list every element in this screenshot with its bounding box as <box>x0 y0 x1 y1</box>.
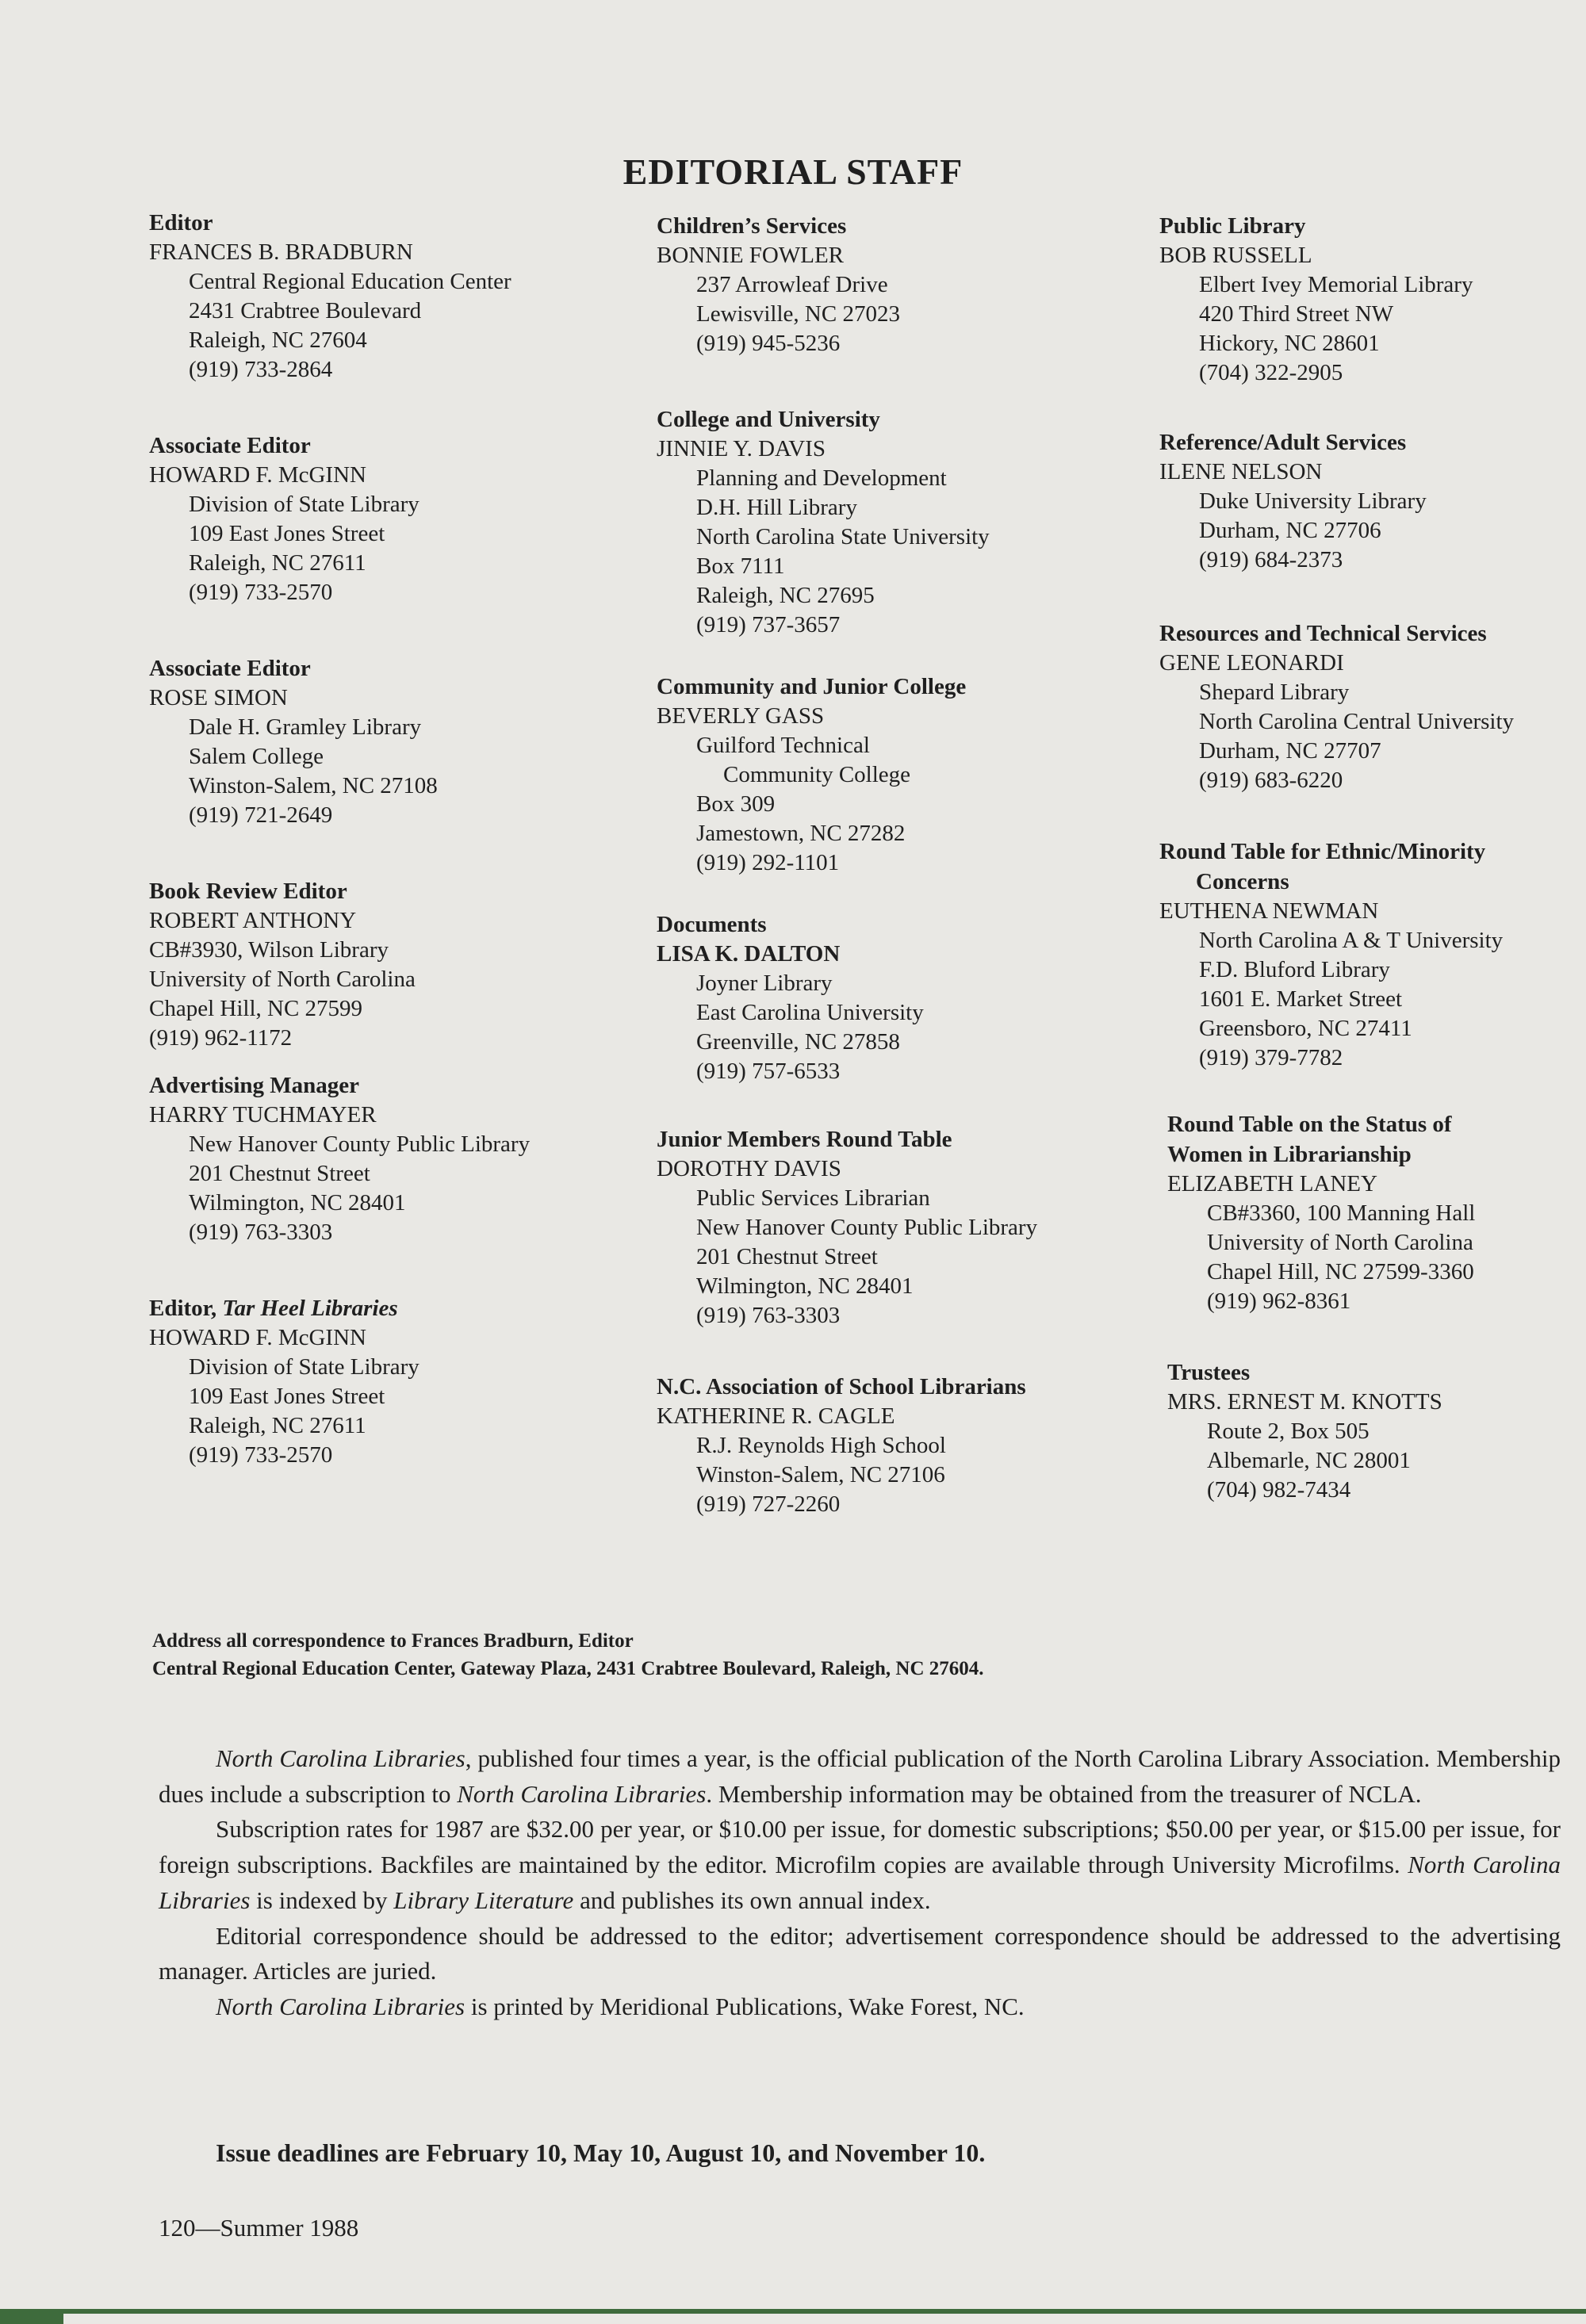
address-note-line: Central Regional Education Center, Gateway Plaza, 2431 Crabtree Boulevard, Raleigh, NC 27604. <box>152 1658 984 1679</box>
entry-line: (919) 737-3657 <box>696 612 841 637</box>
staff-column-3 <box>1159 211 1584 1551</box>
entry-line: F.D. Bluford Library <box>1199 957 1390 982</box>
entry-line: University of North Carolina <box>149 967 416 992</box>
entry-line: Elbert Ivey Memorial Library <box>1199 272 1473 297</box>
entry-title: Associate Editor <box>149 656 311 681</box>
entry-line: Division of State Library <box>189 492 419 517</box>
entry-line: 2431 Crabtree Boulevard <box>189 298 422 324</box>
entry-title-continued: Women in Librarianship <box>1167 1142 1412 1167</box>
entry-name: FRANCES B. BRADBURN <box>149 239 413 265</box>
entry-title: Book Review Editor <box>149 879 347 904</box>
entry-line: D.H. Hill Library <box>696 495 857 520</box>
entry-line: (704) 982-7434 <box>1207 1477 1351 1503</box>
entry-line: East Carolina University <box>696 1000 924 1025</box>
staff-entry-resources-technical <box>1159 618 1584 795</box>
entry-line: 109 East Jones Street <box>189 1384 385 1409</box>
index-title: Library Literature <box>393 1886 574 1914</box>
entry-line: 109 East Jones Street <box>189 521 385 546</box>
staff-entry-associate-editor-2 <box>149 653 641 830</box>
publication-paragraph <box>159 1989 1561 2025</box>
entry-name: BOB RUSSELL <box>1159 243 1312 268</box>
paragraph-text: and publishes its own annual index. <box>573 1886 931 1914</box>
entry-name: JINNIE Y. DAVIS <box>657 436 826 461</box>
entry-title: Associate Editor <box>149 433 311 458</box>
entry-line: Division of State Library <box>189 1354 419 1380</box>
page-folio: 120—Summer 1988 <box>159 2214 359 2242</box>
entry-line: (919) 962-1172 <box>149 1025 293 1051</box>
entry-line: Durham, NC 27706 <box>1199 518 1381 543</box>
entry-title: N.C. Association of School Librarians <box>657 1374 1026 1399</box>
entry-title: Resources and Technical Services <box>1159 621 1487 646</box>
staff-entry-public-library <box>1159 211 1584 388</box>
entry-line: (919) 683-6220 <box>1199 768 1343 793</box>
entry-line: CB#3360, 100 Manning Hall <box>1207 1200 1476 1226</box>
entry-line: Salem College <box>189 744 324 769</box>
entry-name: ELIZABETH LANEY <box>1167 1171 1377 1196</box>
entry-line: Route 2, Box 505 <box>1207 1419 1370 1444</box>
entry-name: HOWARD F. McGINN <box>149 462 366 488</box>
issue-deadlines: Issue deadlines are February 10, May 10, August 10, and November 10. <box>216 2138 986 2167</box>
entry-line: Raleigh, NC 27695 <box>696 583 875 608</box>
entry-line: CB#3930, Wilson Library <box>149 937 389 963</box>
entry-line: (919) 733-2864 <box>189 357 333 382</box>
staff-entry-advertising-manager <box>149 1070 641 1247</box>
staff-entry-junior-members <box>657 1124 1148 1330</box>
entry-line: Wilmington, NC 28401 <box>696 1273 914 1299</box>
journal-title: North Carolina Libraries <box>216 1992 465 2020</box>
entry-line: Wilmington, NC 28401 <box>189 1190 406 1216</box>
entry-line: Hickory, NC 28601 <box>1199 331 1380 356</box>
entry-name: EUTHENA NEWMAN <box>1159 898 1379 924</box>
entry-line: (919) 733-2570 <box>189 580 333 605</box>
entry-line: Albemarle, NC 28001 <box>1207 1448 1411 1473</box>
entry-line: Planning and Development <box>696 465 947 491</box>
paragraph-text: Subscription rates for 1987 are $32.00 per year, or $10.00 per issue, for domestic subscriptions; $50.00 per year, or $15.00 per issue, for foreign subscriptions. Backfiles are maintained by the editor. Microfilm copies are available through University Microfilms. <box>159 1815 1561 1879</box>
entry-line: Dale H. Gramley Library <box>189 714 422 740</box>
entry-title-prefix: Editor, <box>149 1296 223 1321</box>
paragraph-text: . Membership information may be obtained from the treasurer of NCLA. <box>706 1779 1422 1808</box>
entry-line: Raleigh, NC 27604 <box>189 327 367 353</box>
entry-title: Public Library <box>1159 213 1306 239</box>
entry-line: Shepard Library <box>1199 680 1350 705</box>
entry-title: Children’s Services <box>657 213 847 239</box>
entry-name: HARRY TUCHMAYER <box>149 1102 377 1128</box>
entry-line: Greensboro, NC 27411 <box>1199 1016 1412 1041</box>
entry-title: Round Table for Ethnic/Minority <box>1159 839 1486 864</box>
entry-title: Trustees <box>1167 1360 1251 1385</box>
entry-line: Box 7111 <box>696 553 785 579</box>
entry-name: KATHERINE R. CAGLE <box>657 1403 895 1429</box>
entry-line: (919) 379-7782 <box>1199 1045 1343 1070</box>
entry-line: Durham, NC 27707 <box>1199 738 1381 764</box>
entry-line: (919) 763-3303 <box>189 1219 333 1245</box>
journal-title: North Carolina Libraries <box>159 1851 1561 1914</box>
staff-entry-documents <box>657 909 1148 1086</box>
entry-title-italic: Tar Heel Libraries <box>222 1296 398 1321</box>
address-note-line: Address all correspondence to Frances Bradburn, Editor <box>152 1630 634 1652</box>
staff-entry-community-junior-college <box>657 672 1148 878</box>
entry-line: Winston-Salem, NC 27108 <box>189 773 438 798</box>
paragraph-text: is indexed by <box>250 1886 394 1914</box>
paragraph-text: is printed by Meridional Publications, Wake Forest, NC. <box>465 1992 1025 2020</box>
entry-title: Round Table on the Status of <box>1167 1112 1452 1137</box>
correspondence-address-note <box>152 1627 1564 1683</box>
entry-line: (919) 757-6533 <box>696 1059 841 1084</box>
entry-line: North Carolina Central University <box>1199 709 1515 734</box>
entry-line: 1601 E. Market Street <box>1199 986 1403 1012</box>
entry-name: DOROTHY DAVIS <box>657 1156 841 1181</box>
entry-title: Documents <box>657 912 767 937</box>
entry-line: Raleigh, NC 27611 <box>189 1413 366 1438</box>
page-edge-strip-paper <box>63 2314 1586 2324</box>
staff-entry-book-review-editor <box>149 876 641 1053</box>
entry-line: 201 Chestnut Street <box>696 1244 878 1269</box>
entry-line: 420 Third Street NW <box>1199 301 1394 327</box>
staff-entry-ethnic-minority <box>1159 837 1584 1073</box>
page-title: EDITORIAL STAFF <box>623 151 963 192</box>
entry-title: Community and Junior College <box>657 674 967 699</box>
staff-entry-tar-heel-editor <box>149 1293 641 1470</box>
staff-entry-editor <box>149 208 641 385</box>
entry-line: Raleigh, NC 27611 <box>189 550 366 576</box>
entry-line: (919) 733-2570 <box>189 1442 333 1468</box>
entry-name: ILENE NELSON <box>1159 459 1323 484</box>
entry-line: Guilford Technical <box>696 733 870 758</box>
entry-line: (919) 721-2649 <box>189 802 333 828</box>
entry-line: Community College <box>723 762 911 787</box>
entry-line: Chapel Hill, NC 27599 <box>149 996 363 1021</box>
entry-line: Jamestown, NC 27282 <box>696 821 906 846</box>
staff-entry-school-librarians <box>657 1372 1148 1519</box>
entry-line: (919) 945-5236 <box>696 331 841 356</box>
entry-line: (919) 763-3303 <box>696 1303 841 1328</box>
entry-name: MRS. ERNEST M. KNOTTS <box>1167 1389 1442 1415</box>
publication-paragraph <box>159 1741 1561 1812</box>
staff-entry-childrens-services <box>657 211 1148 358</box>
entry-line: Lewisville, NC 27023 <box>696 301 900 327</box>
entry-name: ROBERT ANTHONY <box>149 908 357 933</box>
journal-title: North Carolina Libraries <box>216 1744 465 1772</box>
entry-line: Duke University Library <box>1199 488 1427 514</box>
entry-line: (704) 322-2905 <box>1199 360 1343 385</box>
entry-line: R.J. Reynolds High School <box>696 1433 946 1458</box>
entry-title: Advertising Manager <box>149 1073 359 1098</box>
staff-column-1 <box>149 208 641 1516</box>
entry-line: North Carolina State University <box>696 524 990 549</box>
entry-line: Greenville, NC 27858 <box>696 1029 900 1055</box>
staff-entry-associate-editor <box>149 431 641 607</box>
entry-name: GENE LEONARDI <box>1159 650 1344 676</box>
entry-title: Junior Members Round Table <box>657 1127 952 1152</box>
entry-line: North Carolina A & T University <box>1199 928 1504 953</box>
entry-line: Joyner Library <box>696 971 833 996</box>
entry-title: Reference/Adult Services <box>1159 430 1407 455</box>
publication-paragraph <box>159 1812 1561 1918</box>
entry-title <box>149 1293 641 1323</box>
entry-line: (919) 727-2260 <box>696 1491 841 1517</box>
staff-entry-reference-adult <box>1159 427 1584 575</box>
staff-column-2 <box>657 211 1148 1565</box>
entry-line: Public Services Librarian <box>696 1185 930 1211</box>
entry-line: (919) 292-1101 <box>696 850 840 875</box>
journal-title: North Carolina Libraries <box>457 1779 707 1808</box>
entry-line: New Hanover County Public Library <box>189 1131 531 1157</box>
entry-name: BEVERLY GASS <box>657 703 825 729</box>
paragraph-text: , published four times a year, is the official publication of the North Carolina Library Association. Membership dues include a subscription to <box>159 1744 1561 1808</box>
entry-name: ROSE SIMON <box>149 685 288 710</box>
entry-title: Editor <box>149 210 213 235</box>
staff-entry-trustees <box>1159 1357 1584 1505</box>
entry-line: 201 Chestnut Street <box>189 1161 370 1186</box>
entry-line: New Hanover County Public Library <box>696 1215 1038 1240</box>
staff-entry-college-university <box>657 404 1148 640</box>
entry-name: LISA K. DALTON <box>657 941 841 967</box>
staff-entry-status-of-women <box>1159 1109 1584 1316</box>
entry-line: University of North Carolina <box>1207 1230 1473 1255</box>
publication-paragraph: Editorial correspondence should be addressed to the editor; advertisement correspondence should be addressed to the advertising manager. Articles are juried. <box>159 1921 1561 1985</box>
entry-line: Central Regional Education Center <box>189 269 511 294</box>
entry-name: HOWARD F. McGINN <box>149 1325 366 1350</box>
entry-line: (919) 684-2373 <box>1199 547 1343 572</box>
entry-line: Chapel Hill, NC 27599-3360 <box>1207 1259 1474 1285</box>
entry-line: 237 Arrowleaf Drive <box>696 272 888 297</box>
entry-line: Box 309 <box>696 791 776 817</box>
publication-info <box>159 1741 1561 2025</box>
entry-line: (919) 962-8361 <box>1207 1288 1351 1314</box>
entry-line: Winston-Salem, NC 27106 <box>696 1462 945 1487</box>
entry-title: College and University <box>657 407 880 432</box>
entry-title-continued: Concerns <box>1196 869 1289 894</box>
entry-name: BONNIE FOWLER <box>657 243 845 268</box>
